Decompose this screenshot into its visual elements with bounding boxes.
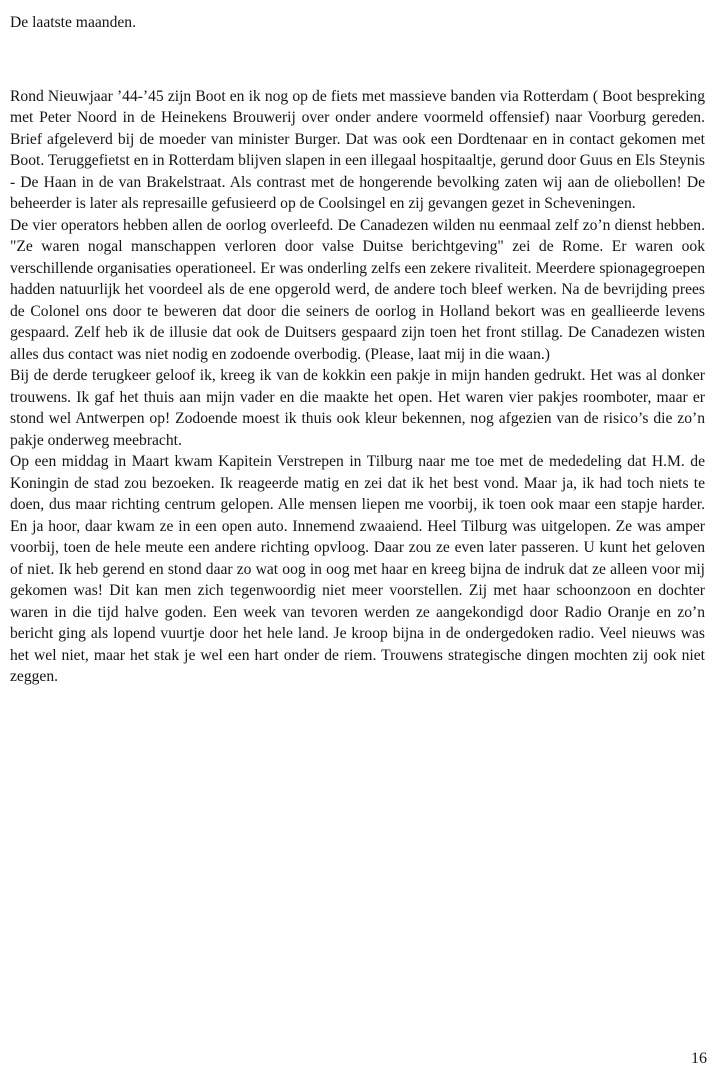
paragraph: Rond Nieuwjaar ’44-’45 zijn Boot en ik nog op de fiets met massieve banden via Rotterdam ( Boot bespreking met Peter Noord in de Heinekens Brouwerij over onder andere voormeld offensief) naar Voorburg gereden. Brief afgeleverd bij de moeder van minister Burger. Dat was ook een Dordtenaar en in contact gekomen met Boot. Teruggefietst en in Rotterdam blijven slapen in een illegaal hospitaaltje, gerund door Guus en Els Steynis - De Haan in de van Brakelstraat. Als contrast met de hongerende bevolking zaten wij aan de oliebollen! De beheerder is later als represaille gefusieerd op de Coolsingel en zij gevangen gezet in Scheveningen. bbox=[10, 87, 705, 212]
paragraph: Bij de derde terugkeer geloof ik, kreeg ik van de kokkin een pakje in mijn handen gedrukt. Het was al donker trouwens. Ik gaf het thuis aan mijn vader en die maakte het open. Het waren vier pakjes roomboter, maar er stond wel Antwerpen op! Zodoende moest ik thuis ook kleur bekennen, nog afgezien van de risico’s die zo’n pakje onderweg meebracht. bbox=[10, 367, 705, 449]
paragraph: De vier operators hebben allen de oorlog overleefd. De Canadezen wilden nu eenmaal zelf zo’n dienst hebben. "Ze waren nogal manschappen verloren door valse Duitse berichtgeving" zei de Rome. Er waren ook verschillende organisaties operationeel. Er was onderling zelfs een zekere rivaliteit. Meerdere spionagegroepen hadden natuurlijk het voordeel als de ene opgerold werd, de andere toch bleef werken. Na de bevrijding prees de Colonel ons door te beweren dat door die seiners de oorlog in Holland bekort was en geallieerde levens gespaard. Zelf heb ik de illusie dat ook de Duitsers gespaard zijn toen het front stillag. De Canadezen wisten alles dus contact was niet nodig en zodoende overbodig. (Please, laat mij in die waan.) bbox=[10, 216, 705, 363]
section-heading: De laatste maanden. bbox=[10, 14, 136, 31]
body-text bbox=[10, 86, 705, 688]
paragraph: Op een middag in Maart kwam Kapitein Verstrepen in Tilburg naar me toe met de mededeling dat H.M. de Koningin de stad zou bezoeken. Ik reageerde matig en zei dat ik het best vond. Maar ja, ik had toch niets te doen, dus maar richting centrum gelopen. Alle mensen liepen me voorbij, ik toen ook maar een stapje harder. En ja hoor, daar kwam ze in een open auto. Innemend zwaaiend. Heel Tilburg was uitgelopen. Ze was amper voorbij, toen de hele meute een andere richting opvloog. Daar zou ze even later passeren. U kunt het geloven of niet. Ik heb gerend en stond daar zo wat oog in oog met haar en kreeg bijna de indruk dat ze alleen voor mij gekomen was! Dit kan men zich tegenwoordig niet meer voorstellen. Zij met haar schoonzoon en dochter waren in die tijd halve goden. Een week van tevoren werden ze aangekondigd door Radio Oranje en zo’n bericht ging als lopend vuurtje door het hele land. Je kroop bijna in de ondergedoken radio. Veel nieuws was het wel niet, maar het stak je wel een hart onder de riem. Trouwens strategische dingen mochten zij ook niet zeggen. bbox=[10, 453, 705, 685]
page-number: 16 bbox=[691, 1050, 707, 1067]
